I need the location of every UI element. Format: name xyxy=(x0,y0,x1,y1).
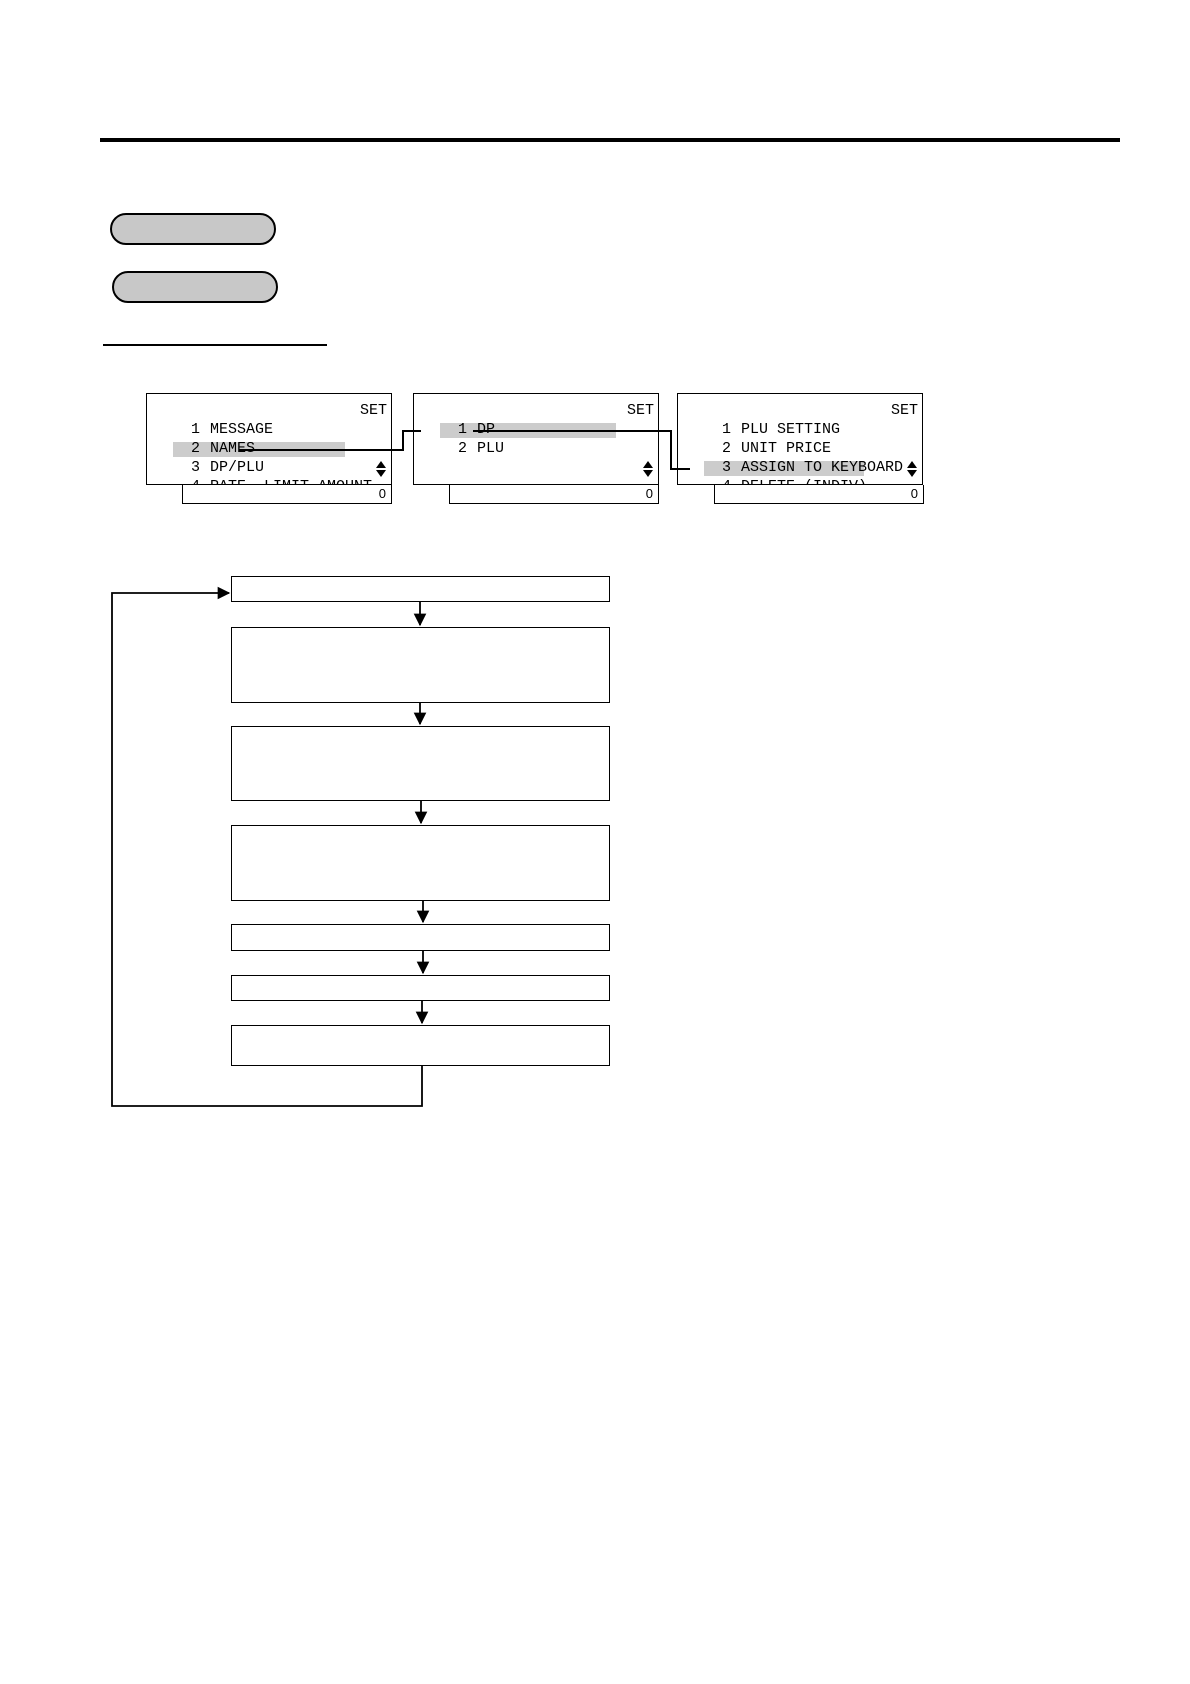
top-rule xyxy=(100,138,1120,142)
lcd-screen-dp-plu-menu xyxy=(413,393,659,485)
key-pill-1 xyxy=(110,213,276,245)
count-box xyxy=(714,485,924,504)
flow-step-7 xyxy=(231,1025,610,1066)
menu-row[interactable] xyxy=(686,439,916,476)
count-box xyxy=(449,485,659,504)
count-value: 0 xyxy=(910,486,918,501)
row-number: 2 xyxy=(458,440,468,457)
menu-row-selected[interactable] xyxy=(155,439,385,476)
row-number: 1 xyxy=(458,421,468,438)
lcd-screen-main-menu xyxy=(146,393,392,485)
count-value: 0 xyxy=(645,486,653,501)
menu-row-selected[interactable] xyxy=(686,458,916,477)
menu-row[interactable] xyxy=(686,420,916,457)
menu-row-selected[interactable] xyxy=(422,420,652,457)
row-label: UNIT PRICE xyxy=(741,440,832,457)
row-number: 3 xyxy=(191,459,201,476)
key-pill-2 xyxy=(112,271,278,303)
row-number: 3 xyxy=(722,459,732,476)
flow-step-2 xyxy=(231,627,610,703)
row-label: PLU xyxy=(477,440,505,457)
flow-step-1 xyxy=(231,576,610,602)
row-number: 2 xyxy=(191,440,201,457)
up-down-arrow-icon xyxy=(907,461,917,477)
menu-row[interactable] xyxy=(155,420,385,457)
menu-row[interactable] xyxy=(686,401,916,438)
flow-step-6 xyxy=(231,975,610,1001)
row-number: 2 xyxy=(722,440,732,457)
row-label: ASSIGN TO KEYBOARD xyxy=(741,459,904,476)
row-number: 1 xyxy=(722,421,732,438)
count-box xyxy=(182,485,392,504)
flow-step-5 xyxy=(231,924,610,951)
flow-step-3 xyxy=(231,726,610,801)
row-label: MESSAGE xyxy=(210,421,274,438)
row-number: 1 xyxy=(191,421,201,438)
set-label: SET xyxy=(890,402,918,419)
count-value: 0 xyxy=(378,486,386,501)
up-down-arrow-icon xyxy=(376,461,386,477)
row-label: PLU SETTING xyxy=(741,421,841,438)
row-label: NAMES xyxy=(210,440,256,457)
up-down-arrow-icon xyxy=(643,461,653,477)
menu-row[interactable] xyxy=(155,458,385,477)
lcd-screen-plu-menu xyxy=(677,393,923,485)
section-underline xyxy=(103,344,327,346)
set-label: SET xyxy=(626,402,654,419)
row-label: DP/PLU xyxy=(210,459,265,476)
flow-step-4 xyxy=(231,825,610,901)
set-label: SET xyxy=(359,402,387,419)
row-label: DP xyxy=(477,421,496,438)
menu-row[interactable] xyxy=(422,401,652,438)
menu-row[interactable] xyxy=(155,401,385,438)
